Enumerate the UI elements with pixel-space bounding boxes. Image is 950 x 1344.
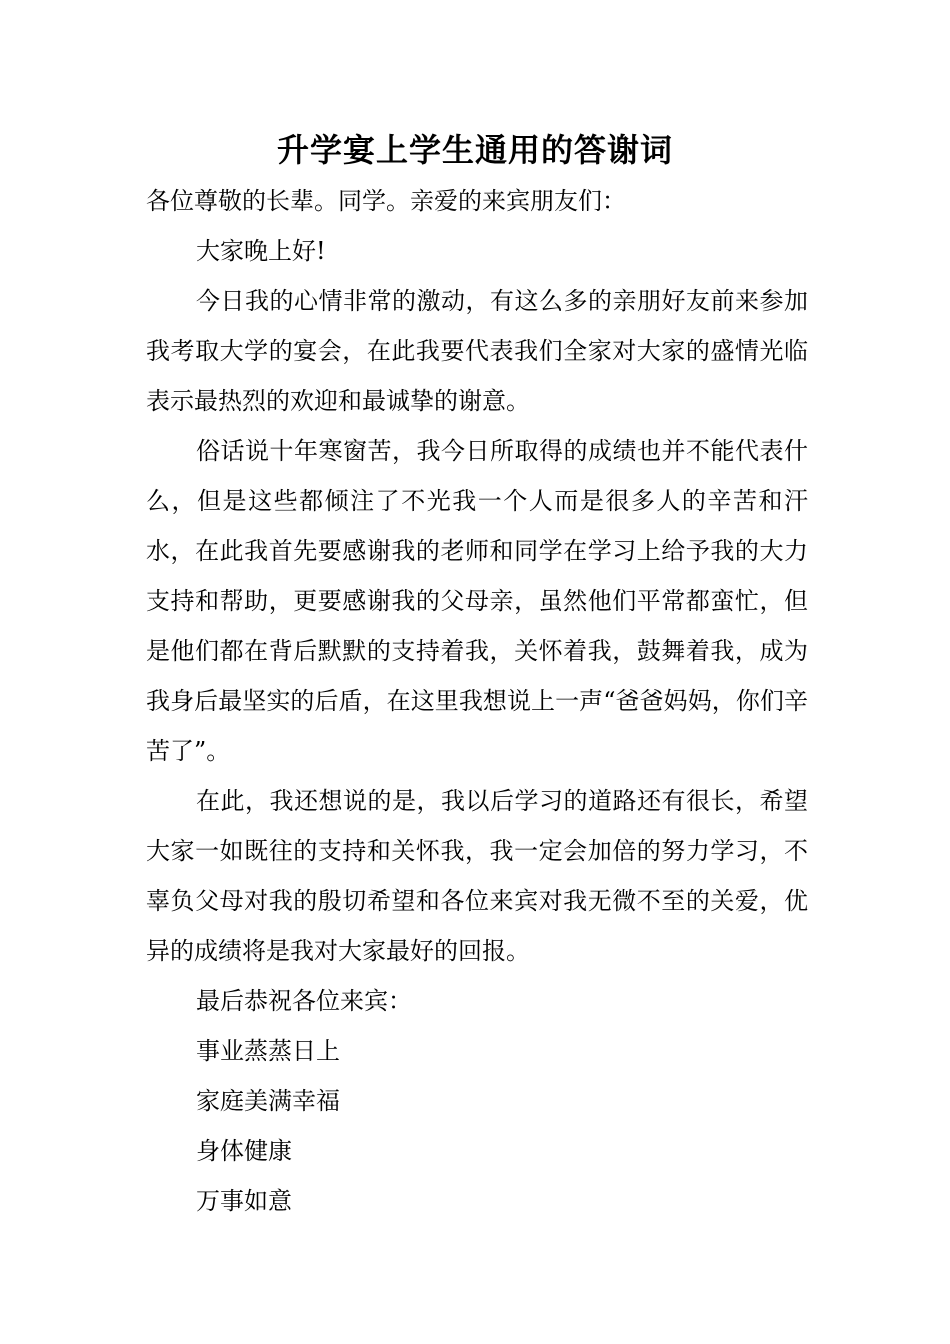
paragraph-future: 在此，我还想说的是，我以后学习的道路还有很长，希望大家一如既往的支持和关怀我，我一定会加倍的努力学习，不辜负父母对我的殷切希望和各位来宾对我无微不至的关爱，优异的成绩将是我对大家最好的回报。 xyxy=(146,787,808,965)
paragraph-welcome: 今日我的心情非常的激动，有这么多的亲朋好友前来参加我考取大学的宴会，在此我要代表我们全家对大家的盛情光临表示最热烈的欢迎和最诚挚的谢意。 xyxy=(146,287,808,415)
wish-item: 事业蒸蒸日上 xyxy=(196,1037,340,1065)
document-title: 升学宴上学生通用的答谢词 xyxy=(276,131,673,169)
closing-line: 最后恭祝各位来宾： xyxy=(196,987,412,1015)
salutation: 各位尊敬的长辈。同学。亲爱的来宾朋友们： xyxy=(146,187,626,215)
greeting: 大家晚上好! xyxy=(196,237,326,265)
document-body xyxy=(146,176,808,1226)
wish-item: 万事如意 xyxy=(196,1187,292,1215)
wish-item: 家庭美满幸福 xyxy=(196,1087,340,1115)
wish-item: 身体健康 xyxy=(196,1137,292,1165)
paragraph-thanks: 俗话说十年寒窗苦，我今日所取得的成绩也并不能代表什么，但是这些都倾注了不光我一个人而是很多人的辛苦和汗水，在此我首先要感谢我的老师和同学在学习上给予我的大力支持和帮助，更要感谢我的父母亲，虽然他们平常都蛮忙，但是他们都在背后默默的支持着我，关怀着我，鼓舞着我，成为我身后最坚实的后盾，在这里我想说上一声“爸爸妈妈，你们辛苦了”。 xyxy=(146,437,808,765)
